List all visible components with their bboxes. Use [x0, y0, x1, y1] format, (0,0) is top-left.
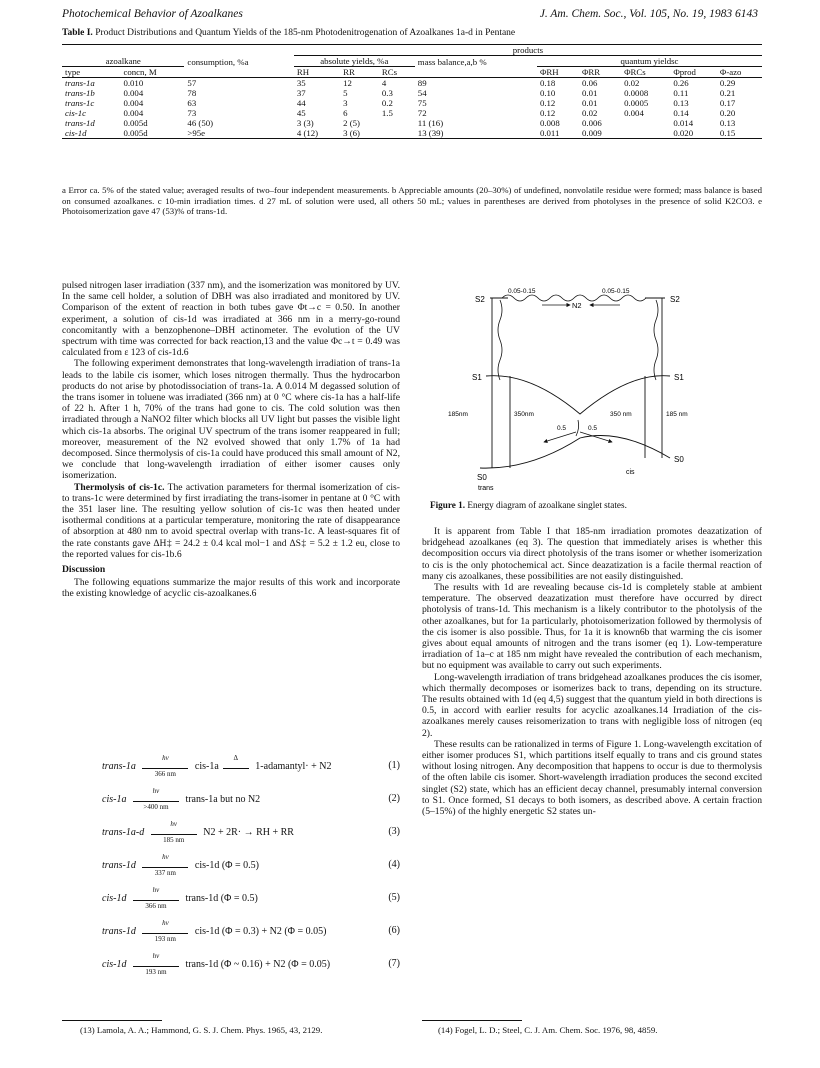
- table-cell: 75: [417, 98, 427, 108]
- arrow-bottom-label: 337 nm: [154, 869, 176, 877]
- equation: [102, 754, 400, 778]
- group-azoalkane-spacer: [62, 45, 294, 56]
- footnote-rule-left: [62, 1020, 162, 1021]
- equation-lhs: trans-1a-d: [102, 827, 147, 838]
- table-cell: 5: [343, 88, 348, 98]
- arrow-bottom-label: 193 nm: [145, 968, 167, 976]
- table-cell: cis-1c: [65, 108, 87, 118]
- table-cell: 0.3: [381, 88, 393, 98]
- thermolysis-text: The activation parameters for thermal isomerization of cis- to trans-1c were determined by first irradiating the trans-isomer in pentane at 0 °C with the 351 laser line. The resulting yellow solution of cis-1c was then heated under isothermal conditions at a particular temperature, monitoring the rate of disappearance of absorption at 480 nm to avoid spectral overlap with trans-1c. A least-squares fit of the rate constants gave ΔH‡ = 24.2 ± 0.4 kcal mol−1 and ΔS‡ = 5.2 ± 1.2 eu, close to the reported values for cis-1b.6: [62, 481, 400, 560]
- column-header: ΦRH: [537, 67, 579, 78]
- table-cell: 0.004: [624, 108, 644, 118]
- arrow-top-label: hν: [152, 952, 160, 960]
- table-cell: 0.005d: [123, 118, 148, 128]
- equation-list: [62, 754, 400, 1000]
- equation-arrow: [142, 754, 188, 778]
- label-s1-left: S1: [472, 373, 482, 382]
- table-cell: 0.020: [670, 128, 717, 139]
- label-range-right: 0.05-0.15: [602, 288, 630, 295]
- column-header: concn, M: [120, 67, 184, 78]
- table-cell: 6: [343, 108, 348, 118]
- arrow-to-trans: [544, 432, 576, 442]
- table-cell: 3: [343, 98, 348, 108]
- column-header: Φprod: [670, 67, 717, 78]
- group-azoalkane-header: azoalkane: [62, 56, 184, 67]
- data-table: [62, 44, 762, 139]
- equation-rhs: trans-1d (Φ = 0.5): [182, 893, 258, 904]
- equation-rhs: N2 + 2R· → RH + RR: [200, 827, 294, 838]
- column-header: ΦRCs: [621, 67, 670, 78]
- table-cell: 63: [187, 98, 197, 108]
- table-cell: 0.29: [719, 78, 736, 88]
- equation-number: (1): [388, 760, 400, 771]
- column-header: RR: [340, 67, 379, 78]
- table-label: Table I.: [62, 28, 93, 38]
- equation-rhs: cis-1d (Φ = 0.5): [192, 860, 259, 871]
- table-row: [62, 108, 762, 118]
- table-body: [62, 78, 762, 139]
- label-n2: N2: [572, 301, 582, 310]
- equation-arrow: [133, 787, 179, 811]
- table-cell: 3 (3): [296, 118, 314, 128]
- equation-number: (5): [388, 892, 400, 903]
- equation-lhs: cis-1d: [102, 893, 129, 904]
- table-cell: trans-1a: [65, 78, 95, 88]
- table-cell: 0.01: [582, 88, 598, 98]
- right-paragraph-4: These results can be rationalized in terms of Figure 1. Long-wavelength excitation of either isomer produces S1, which partitions itself equally to trans and cis ground states without losing nitrogen. Any decomposition that happens to occur is due to thermolysis of the often labile cis isomer. Short-wavelength irradiation produces the second excited singlet (S2) state, which has an efficient decay channel, presumably internal conversion to S1. Once formed, S1 decays to both isomers, as described above. A certain fraction (5–15%) of the highly energetic S2 states un-: [422, 738, 762, 818]
- table-cell: 0.11: [673, 88, 689, 98]
- table-cell: 35: [296, 78, 306, 88]
- table-cell: 44: [296, 98, 306, 108]
- label-half-left: 0.5: [557, 425, 567, 432]
- label-cis: cis: [626, 469, 635, 476]
- equation-rhs: trans-1d (Φ ~ 0.16) + N2 (Φ = 0.05): [182, 959, 331, 970]
- equation-arrow: [133, 952, 179, 976]
- table-cell: 0.06: [582, 78, 598, 88]
- left-column: [62, 280, 400, 600]
- equation: [102, 919, 400, 943]
- table-cell: 0.02: [582, 108, 598, 118]
- label-185nm-left: 185nm: [448, 411, 468, 418]
- table-cell: 45: [296, 108, 306, 118]
- arrow-bottom-label: 366 nm: [145, 902, 167, 910]
- table-cell: 3 (6): [340, 128, 379, 139]
- column-header-row: [62, 67, 762, 78]
- quantum-yields-header: quantum yieldsc: [537, 56, 762, 67]
- equation-arrow-2: [223, 754, 249, 769]
- table-cell: 13 (39): [415, 128, 537, 139]
- discussion-heading: Discussion: [62, 564, 106, 576]
- table-cell: 0.26: [673, 78, 689, 88]
- table-cell: cis-1d: [62, 128, 120, 139]
- table-cell: 0.005d: [120, 128, 184, 139]
- equation-lhs: cis-1a: [102, 794, 129, 805]
- left-paragraph-2: The following experiment demonstrates that long-wavelength irradiation of trans-1a leads to the labile cis isomer, which loses nitrogen thermally. Thus the hydrocarbon products do not arise by photodissociation of trans-1a. A 0.014 M degassed solution of the trans isomer in toluene was irradiated (366 nm) at 0 °C where cis-1a has a half-life of 22 h. After 1 h, 70% of the trans had gone to cis. The cold solution was then irradiated through a NaNO2 filter which blocks all UV light but passes the visible light which cis-1a absorbs. The original UV spectrum of the trans isomer reappeared in full; moreover, measurement of the N2 evolved showed that only 1.7% of 1a had decomposed. Since thermolysis of cis-1a could have produced this small amount of N2, we conclude that long-wavelength irradiation of either isomer causes only isomerization.: [62, 358, 400, 482]
- table-cell: 0.20: [719, 108, 736, 118]
- s0-curve: [480, 436, 670, 469]
- equation-arrow: [142, 919, 188, 943]
- equation-lhs: trans-1d: [102, 926, 139, 937]
- table-cell: 4: [381, 78, 387, 88]
- s1-curve: [486, 376, 670, 414]
- reference-14: (14) Fogel, L. D.; Steel, C. J. Am. Chem. Soc. 1976, 98, 4859.: [438, 1025, 658, 1035]
- table-cell: 0.010: [123, 78, 144, 88]
- table-row: [62, 118, 762, 128]
- arrow-top-label: hν: [152, 787, 160, 795]
- equation-number: (6): [388, 925, 400, 936]
- table-cell: 46 (50): [187, 118, 214, 128]
- table-cell: 0.014: [673, 118, 694, 128]
- equation: [102, 952, 400, 976]
- equation-lhs: trans-1d: [102, 860, 139, 871]
- ic-right-wave: [654, 300, 658, 380]
- table-cell: 0.15: [717, 128, 762, 139]
- arrow-2-top-label: Δ: [233, 754, 239, 762]
- label-half-right: 0.5: [588, 425, 598, 432]
- table-caption: Product Distributions and Quantum Yields of the 185-nm Photodenitrogenation of Azoalkanes 1a-d in Pentane: [95, 28, 516, 38]
- table-cell: 11 (16): [417, 118, 444, 128]
- table-cell: [621, 118, 670, 128]
- table-row: [62, 88, 762, 98]
- table-cell: 0.02: [624, 78, 640, 88]
- equation-rhs-2: 1-adamantyl· + N2: [252, 761, 332, 772]
- equation-number: (7): [388, 958, 400, 969]
- equation-arrow: [133, 886, 179, 910]
- column-header: type: [62, 67, 120, 78]
- reference-13: (13) Lamola, A. A.; Hammond, G. S. J. Chem. Phys. 1965, 43, 2129.: [80, 1025, 323, 1035]
- table-cell: 0.13: [719, 118, 736, 128]
- table-cell: 73: [187, 108, 197, 118]
- table-cell: 37: [296, 88, 306, 98]
- table-cell: trans-1b: [65, 88, 95, 98]
- equation-lhs: cis-1d: [102, 959, 129, 970]
- table-cell: 0.12: [539, 98, 556, 108]
- table-cell: 89: [417, 78, 427, 88]
- table-cell: 0.004: [123, 108, 144, 118]
- consumption-header: consumption, %a: [187, 56, 249, 67]
- equation: [102, 820, 400, 844]
- left-paragraph-4: The following equations summarize the major results of this work and incorporate the existing knowledge of acyclic cis-azoalkanes.6: [62, 577, 400, 600]
- table-cell: 0.0005: [624, 98, 649, 108]
- table-cell: 12: [343, 78, 352, 88]
- equation-number: (4): [388, 859, 400, 870]
- label-s0-right: S0: [674, 455, 684, 464]
- equation: [102, 853, 400, 877]
- arrow-top-label: hν: [170, 820, 178, 828]
- equation: [102, 787, 400, 811]
- equation-rhs: trans-1a but no N2: [182, 794, 261, 805]
- table-row: [62, 98, 762, 108]
- label-s2-right: S2: [670, 295, 680, 304]
- equation-arrow: [151, 820, 197, 844]
- group-products-header: products: [294, 45, 762, 56]
- table-cell: 0.21: [719, 88, 736, 98]
- column-header: RH: [294, 67, 340, 78]
- table-cell: 0.008: [539, 118, 560, 128]
- mass-balance-header: mass balance,a,b %: [417, 56, 487, 67]
- table-cell: 0.12: [539, 108, 556, 118]
- ic-left-wave: [498, 300, 502, 380]
- equation-lhs: trans-1a: [102, 761, 139, 772]
- energy-diagram: [430, 288, 710, 493]
- equation-rhs: cis-1d (Φ = 0.3) + N2 (Φ = 0.05): [192, 926, 327, 937]
- column-header: [415, 67, 537, 78]
- running-header: [62, 8, 758, 20]
- table-cell: 57: [187, 78, 197, 88]
- arrow-top-label: hν: [162, 919, 169, 927]
- thermolysis-heading: Thermolysis of cis-1c.: [74, 481, 165, 493]
- table-cell: 0.13: [673, 98, 689, 108]
- right-column: [422, 526, 762, 817]
- equation-number: (2): [388, 793, 400, 804]
- column-header: [184, 67, 293, 78]
- running-header-title: Photochemical Behavior of Azoalkanes: [62, 8, 243, 20]
- table-cell: >95e: [184, 128, 293, 139]
- table-footnote: a Error ca. 5% of the stated value; averaged results of two–four independent measurements. b Appreciable amounts (20–30%) of undefined, nonvolatile residue were formed; mass balance is based on consumed azoalkanes. c 10-min irradiation times. d 27 mL of solution were used, all others 50 mL; values in parentheses are derived from photolyses in the presence of solid K2CO3. e Photoisomerization gave 47 (53)% of trans-1d.: [62, 185, 762, 216]
- equation-arrow: [142, 853, 188, 877]
- table-cell: trans-1d: [65, 118, 95, 128]
- table-cell: [621, 128, 670, 139]
- column-header: RCs: [379, 67, 415, 78]
- table-cell: 0.004: [123, 98, 144, 108]
- table-cell: 4 (12): [294, 128, 340, 139]
- left-paragraph-3: [62, 482, 400, 560]
- figure-caption-text: Energy diagram of azoalkane singlet states.: [467, 500, 627, 510]
- table-cell: 0.10: [539, 88, 556, 98]
- column-header: Φ-azo: [717, 67, 762, 78]
- figure-caption: [430, 500, 770, 510]
- table-cell: 1.5: [381, 108, 393, 118]
- table-cell: 0.17: [719, 98, 736, 108]
- table-cell: 0.18: [539, 78, 556, 88]
- right-paragraph-1: It is apparent from Table I that 185-nm irradiation promotes deazatization of bridgehead azoalkanes (eq 3). The question that immediately arises is whether this decomposition occurs via direct photolysis of the trans isomer or whether isomerization to cis is the only photochemical act. Since deazatization is a facile thermal reaction of many cis azoalkanes, these possibilities are not easily distinguished.: [422, 526, 762, 582]
- arrow-bottom-label: 185 nm: [163, 836, 185, 844]
- column-header: ΦRR: [579, 67, 621, 78]
- table-cell: 0.009: [579, 128, 621, 139]
- table-cell: 54: [417, 88, 427, 98]
- arrow-top-label: hν: [152, 886, 160, 894]
- label-350nm-left: 350nm: [514, 411, 534, 418]
- table-cell: 78: [187, 88, 197, 98]
- table-cell: trans-1c: [65, 98, 95, 108]
- equation-rhs: cis-1a: [192, 761, 219, 772]
- label-185nm-right: 185 nm: [666, 411, 688, 418]
- arrow-bottom-label: 193 nm: [154, 935, 176, 943]
- label-s0-left: S0: [477, 473, 487, 482]
- footnote-rule-right: [422, 1020, 522, 1021]
- arrow-bottom-label: >400 nm: [143, 803, 169, 811]
- absolute-yields-header: absolute yields, %a: [294, 56, 415, 67]
- equation-number: (3): [388, 826, 400, 837]
- table-cell: 0.011: [537, 128, 579, 139]
- table-cell: 0.004: [123, 88, 144, 98]
- table-cell: 2 (5): [343, 118, 360, 128]
- arrow-top-label: hν: [162, 754, 169, 762]
- figure-caption-label: Figure 1.: [430, 500, 466, 510]
- table-title: [62, 28, 762, 38]
- right-paragraph-3: Long-wavelength irradiation of trans bridgehead azoalkanes produces the cis isomer, which thermally decomposes or isomerizes back to trans, depending on its structure. The results obtained with 1d (eq 4,5) suggest that the quantum yield in both directions is 0.5, in accord with earlier results for acyclic azoalkanes.14 Irradiation of the cis-azoalkanes merely causes reisomerization to trans with negligible loss of nitrogen (eq 2).: [422, 671, 762, 739]
- label-350nm-right: 350 nm: [610, 411, 632, 418]
- table-row: [62, 128, 762, 139]
- arrow-bottom-label: 366 nm: [154, 770, 176, 778]
- table-cell: 0.006: [582, 118, 602, 128]
- table-cell: [379, 128, 415, 139]
- left-paragraph-1: pulsed nitrogen laser irradiation (337 nm), and the isomerization was monitored by UV. In the same cell holder, a solution of DBH was also irradiated and monitored by UV. Comparison of the extent of reaction in both tubes gave Φt→c = 0.50. In another experiment, a solution of cis-1d was irradiated at 366 nm in a merry-go-round concomitantly with a benzophenone–DBH actinometer. The evolution of the UV spectrum with time was corrected for back reaction,13 and the value Φc→t = 0.49 was calculated from ε 123 of cis-1d.6: [62, 280, 400, 359]
- table-cell: 0.14: [673, 108, 689, 118]
- equation: [102, 886, 400, 910]
- arrow-top-label: hν: [162, 853, 169, 861]
- label-trans: trans: [478, 485, 494, 492]
- table-cell: 0.0008: [624, 88, 649, 98]
- table-cell: 72: [417, 108, 427, 118]
- table-cell: 0.01: [582, 98, 598, 108]
- label-s1-right: S1: [674, 373, 684, 382]
- table-cell: 0.2: [381, 98, 393, 108]
- running-header-citation: J. Am. Chem. Soc., Vol. 105, No. 19, 1983 6143: [539, 8, 758, 20]
- table-cell: [379, 118, 415, 128]
- table-row: [62, 78, 762, 89]
- label-s2-left: S2: [475, 295, 485, 304]
- right-paragraph-2: The results with 1d are revealing because cis-1d is completely stable at ambient temperature. The observed deazatization must therefore have occurred by direct photolysis of trans-1d. This mechanism is a likely contributor to the photolysis of the other azoalkanes, but for 1a particularly, photoisomerization followed by thermolysis of the cis isomer is also possible. Thus, for 1a it is known6b that warming the cis isomer gives about equal amounts of nitrogen and the trans isomer (eq 1). Low-temperature irradiation of 1a–c at 185 nm might have revealed the contribution of each mechanism, but no equipment was available to carry out such experiments.: [422, 582, 762, 672]
- s1-decay-wave: [576, 420, 579, 436]
- label-range-left: 0.05-0.15: [508, 288, 536, 295]
